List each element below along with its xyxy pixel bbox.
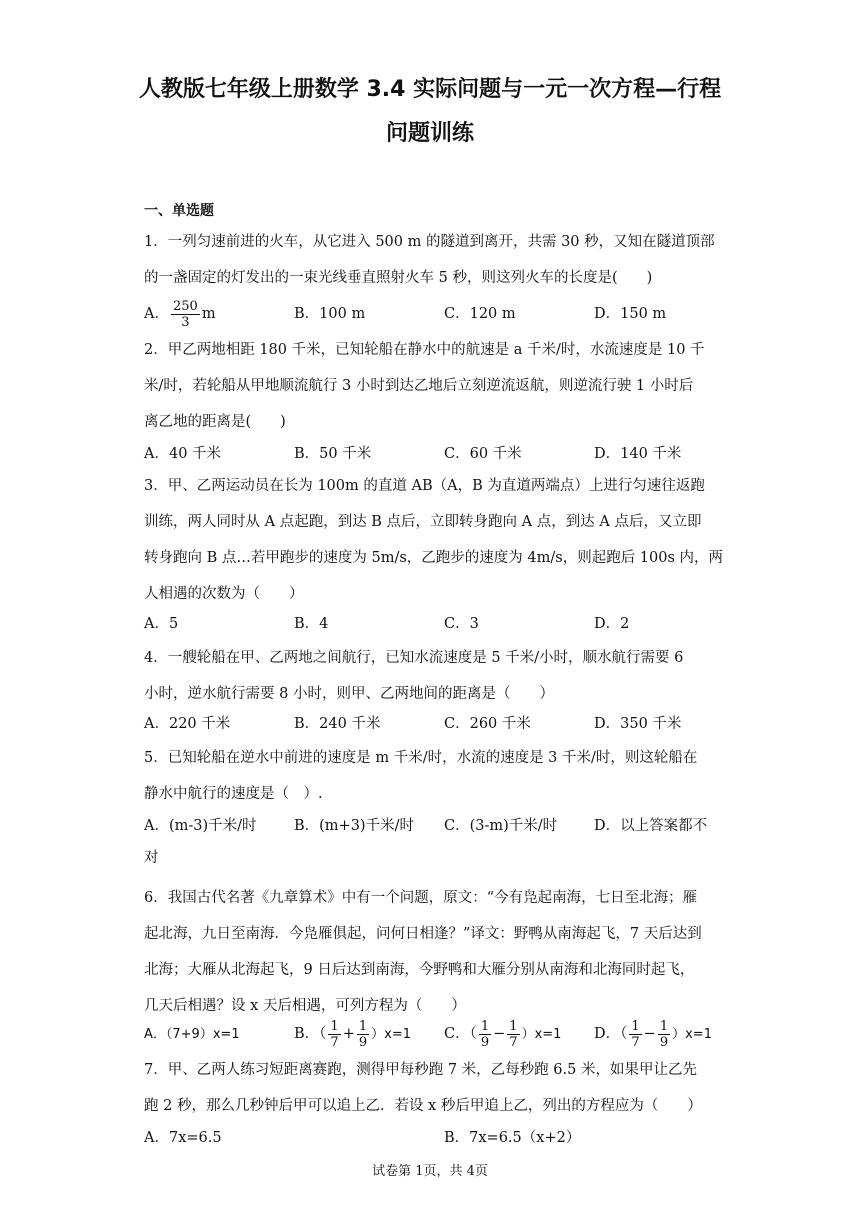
question-1 xyxy=(144,224,724,296)
question-line: 起北海，九日至南海．今凫雁俱起，问何日相逢？”译文：野鸭从南海起飞，7 天后达到 xyxy=(144,926,702,942)
fraction: $\frac{1}{7}$ xyxy=(509,1018,518,1050)
question-6-options xyxy=(144,1016,724,1052)
question-2-options xyxy=(144,436,724,472)
question-line: 6．我国古代名著《九章算术》中有一个问题，原文：“今有凫起南海，七日至北海；雁 xyxy=(144,890,698,906)
fraction: $\frac{1}{7}$ xyxy=(330,1018,339,1050)
question-line: 北海；大雁从北海起飞，9 日后达到南海，今野鸭和大雁分别从南海和北海同时起飞， xyxy=(144,962,695,978)
option-c: C．3 xyxy=(444,616,479,632)
question-line: 2．甲乙两地相距 180 千米，已知轮船在静水中的航速是 a 千米/时，水流速度是 10 千 xyxy=(144,342,705,358)
fraction: $\frac{1}{9}$ xyxy=(480,1018,490,1050)
option-b: B．240 千米 xyxy=(294,716,381,732)
question-line: 离乙地的距离是( ) xyxy=(144,414,286,430)
question-line: 转身跑向 B 点…若甲跑步的速度为 5m/s，乙跑步的速度为 4m/s，则起跑后 100s 内，两 xyxy=(144,550,724,566)
option-c: C．（ $\frac{1}{9}$ − $\frac{1}{7}$ ）x=1 xyxy=(444,1018,562,1050)
question-7-options xyxy=(144,1120,724,1156)
option-c: C．260 千米 xyxy=(444,716,531,732)
option-b: B．100 m xyxy=(294,306,366,322)
option-b: B．50 千米 xyxy=(294,446,372,462)
question-line: 1．一列匀速前进的火车，从它进入 500 m 的隧道到离开，共需 30 秒，又知在隧道顶部 xyxy=(144,234,715,250)
option-a: A．40 千米 xyxy=(144,446,222,462)
option-a: A．（7+9）x=1 xyxy=(144,1027,240,1042)
question-2 xyxy=(144,332,724,440)
option-a: A．5 xyxy=(144,616,179,632)
fraction: $\frac{1}{9}$ xyxy=(358,1018,368,1050)
question-line: 静水中航行的速度是（ ）. xyxy=(144,786,323,802)
question-line: 4．一艘轮船在甲、乙两地之间航行，已知水流速度是 5 千米/小时，顺水航行需要 6 xyxy=(144,650,684,666)
option-b: B．(m+3)千米/时 xyxy=(294,818,414,834)
option-c: C．60 千米 xyxy=(444,446,522,462)
option-c: C．(3-m)千米/时 xyxy=(444,818,558,834)
question-line: 训练，两人同时从 A 点起跑，到达 B 点后，立即转身跑向 A 点，到达 A 点后，又立即 xyxy=(144,514,702,530)
question-7 xyxy=(144,1052,724,1124)
option-b: B．4 xyxy=(294,616,329,632)
question-5 xyxy=(144,740,724,812)
question-line: 5．已知轮船在逆水中前进的速度是 m 千米/时，水流的速度是 3 千米/时，则这轮船在 xyxy=(144,750,698,766)
section-heading: 一、单选题 xyxy=(144,203,214,219)
question-line: 几天后相遇？设 x 天后相遇，可列方程为（ ） xyxy=(144,998,466,1014)
fraction: $\frac{250}{3}$ xyxy=(172,298,198,330)
question-4 xyxy=(144,640,724,712)
question-line: 跑 2 秒，那么几秒钟后甲可以追上乙．若设 x 秒后甲追上乙，列出的方程应为（ ） xyxy=(144,1098,702,1114)
option-d: D．140 千米 xyxy=(594,446,682,462)
fraction: $\frac{1}{9}$ xyxy=(659,1018,669,1050)
option-d: D．2 xyxy=(594,616,630,632)
page-footer: 试卷第 1页，共 4页 xyxy=(372,1164,488,1179)
question-line: 小时，逆水航行需要 8 小时，则甲、乙两地间的距离是（ ） xyxy=(144,686,554,702)
title-line-1: 人教版七年级上册数学 3.4 实际问题与一元一次方程—行程 xyxy=(138,77,722,102)
option-d: D．350 千米 xyxy=(594,716,682,732)
question-4-options xyxy=(144,706,724,742)
option-a: A． $\frac{250}{3}$ m xyxy=(144,298,216,330)
page-title xyxy=(120,68,740,156)
title-line-2: 问题训练 xyxy=(385,121,474,146)
question-1-options xyxy=(144,296,724,332)
question-6 xyxy=(144,880,724,1024)
option-d-wrap: 对 xyxy=(144,850,159,866)
question-line: 米/时，若轮船从甲地顺流航行 3 小时到达乙地后立刻逆流返航，则逆流行驶 1 小时后 xyxy=(144,378,694,394)
question-3-options xyxy=(144,606,724,642)
option-d: D．（ $\frac{1}{7}$ − $\frac{1}{9}$ ）x=1 xyxy=(594,1018,712,1050)
question-line: 7．甲、乙两人练习短距离赛跑，测得甲每秒跑 7 米，乙每秒跑 6.5 米，如果甲让乙先 xyxy=(144,1062,697,1078)
question-5-options xyxy=(144,808,724,844)
question-line: 的一盏固定的灯发出的一束光线垂直照射火车 5 秒，则这列火车的长度是( ) xyxy=(144,270,653,286)
question-line: 人相遇的次数为（ ） xyxy=(144,586,304,602)
option-a: A．7x=6.5 xyxy=(144,1130,222,1146)
question-line: 3．甲、乙两运动员在长为 100m 的直道 AB（A，B 为直道两端点）上进行匀速往返跑 xyxy=(144,478,705,494)
option-a: A．(m-3)千米/时 xyxy=(144,818,257,834)
option-b: B．（ $\frac{1}{7}$ + $\frac{1}{9}$ ）x=1 xyxy=(294,1018,411,1050)
question-3 xyxy=(144,468,724,612)
option-c: C．120 m xyxy=(444,306,516,322)
fraction: $\frac{1}{7}$ xyxy=(631,1018,640,1050)
option-b: B．7x=6.5（x+2） xyxy=(444,1130,581,1146)
option-d: D．以上答案都不 xyxy=(594,818,708,834)
option-d: D．150 m xyxy=(594,306,667,322)
option-a: A．220 千米 xyxy=(144,716,231,732)
